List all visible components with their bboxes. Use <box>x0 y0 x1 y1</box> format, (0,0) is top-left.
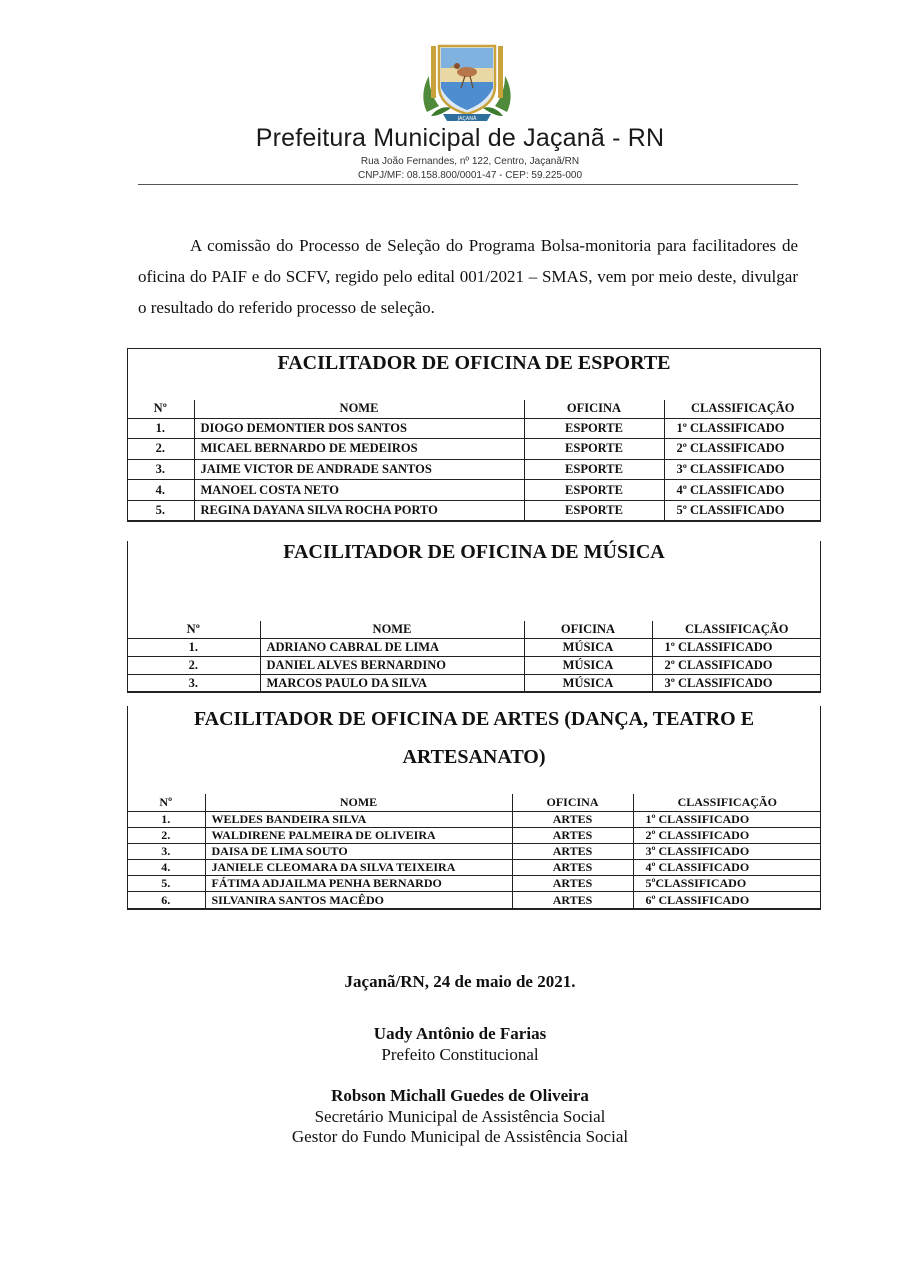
row-classification: 4º CLASSIFICADO <box>664 480 821 501</box>
header-title: Prefeitura Municipal de Jaçanã - RN <box>255 124 665 152</box>
row-number: 1. <box>127 638 260 656</box>
row-workshop: ESPORTE <box>524 418 664 439</box>
col-header-classification: CLASSIFICAÇÃO <box>652 621 821 638</box>
row-number: 1. <box>127 811 205 827</box>
results-table <box>127 794 821 909</box>
row-classification: 2º CLASSIFICADO <box>664 439 821 460</box>
signer2-role-secretary: Secretário Municipal de Assistência Social <box>314 1107 606 1126</box>
row-classification: 3º CLASSIFICADO <box>633 843 821 859</box>
row-workshop: ARTES <box>512 843 633 859</box>
table-row <box>127 843 821 859</box>
municipal-crest-logo <box>417 42 517 122</box>
row-number: 3. <box>127 674 260 692</box>
place-date: Jaçanã/RN, 24 de maio de 2021. <box>344 972 576 991</box>
section-title: FACILITADOR DE OFICINA DE MÚSICA <box>283 541 665 563</box>
results-table <box>127 621 821 693</box>
row-workshop: ARTES <box>512 876 633 892</box>
col-header-number: Nº <box>127 400 194 418</box>
row-name: DAISA DE LIMA SOUTO <box>205 843 512 859</box>
row-number: 1. <box>127 418 194 439</box>
row-number: 5. <box>127 500 194 521</box>
table-row <box>127 439 821 460</box>
row-classification: 5º CLASSIFICADO <box>664 500 821 521</box>
section-title-continuation: ARTESANATO) <box>402 746 546 768</box>
col-header-number: Nº <box>127 794 205 811</box>
row-classification: 5ºCLASSIFICADO <box>633 876 821 892</box>
table-row <box>127 811 821 827</box>
table-row <box>127 459 821 480</box>
section-musica <box>127 541 821 692</box>
col-header-classification: CLASSIFICAÇÃO <box>664 400 821 418</box>
signer1-role: Prefeito Constitucional <box>381 1045 539 1064</box>
row-name: SILVANIRA SANTOS MACÊDO <box>205 892 512 908</box>
row-workshop: ARTES <box>512 892 633 908</box>
row-workshop: ESPORTE <box>524 439 664 460</box>
col-header-name: NOME <box>205 794 512 811</box>
signer2-name: Robson Michall Guedes de Oliveira <box>331 1086 589 1105</box>
row-name: DANIEL ALVES BERNARDINO <box>260 656 524 674</box>
row-name: REGINA DAYANA SILVA ROCHA PORTO <box>194 500 524 521</box>
col-header-workshop: OFICINA <box>524 621 652 638</box>
table-row <box>127 418 821 439</box>
row-classification: 2º CLASSIFICADO <box>652 656 821 674</box>
table-row <box>127 638 821 656</box>
row-workshop: ESPORTE <box>524 480 664 501</box>
col-header-name: NOME <box>260 621 524 638</box>
crest-ribbon-text: JAÇANÃ <box>457 116 477 122</box>
row-workshop: ARTES <box>512 860 633 876</box>
row-name: MARCOS PAULO DA SILVA <box>260 674 524 692</box>
col-header-workshop: OFICINA <box>512 794 633 811</box>
col-header-name: NOME <box>194 400 524 418</box>
row-number: 6. <box>127 892 205 908</box>
section-title: FACILITADOR DE OFICINA DE ARTES (DANÇA, TEATRO E <box>193 708 755 730</box>
row-number: 4. <box>127 480 194 501</box>
row-classification: 4º CLASSIFICADO <box>633 860 821 876</box>
row-name: JAIME VICTOR DE ANDRADE SANTOS <box>194 459 524 480</box>
row-workshop: ESPORTE <box>524 500 664 521</box>
row-name: DIOGO DEMONTIER DOS SANTOS <box>194 418 524 439</box>
header-cnpj: CNPJ/MF: 08.158.800/0001-47 - CEP: 59.225-000 <box>357 170 583 181</box>
col-header-classification: CLASSIFICAÇÃO <box>633 794 821 811</box>
header-divider <box>138 184 798 185</box>
row-name: MICAEL BERNARDO DE MEDEIROS <box>194 439 524 460</box>
row-number: 4. <box>127 860 205 876</box>
row-number: 2. <box>127 439 194 460</box>
row-workshop: ARTES <box>512 811 633 827</box>
row-workshop: MÚSICA <box>524 638 652 656</box>
section-artes <box>127 706 821 910</box>
row-name: FÁTIMA ADJAILMA PENHA BERNARDO <box>205 876 512 892</box>
table-row <box>127 480 821 501</box>
col-header-number: Nº <box>127 621 260 638</box>
row-name: ADRIANO CABRAL DE LIMA <box>260 638 524 656</box>
table-row <box>127 876 821 892</box>
row-number: 5. <box>127 876 205 892</box>
results-table <box>127 400 821 521</box>
table-row <box>127 500 821 521</box>
row-classification: 2º CLASSIFICADO <box>633 827 821 843</box>
row-name: WELDES BANDEIRA SILVA <box>205 811 512 827</box>
table-row <box>127 656 821 674</box>
row-classification: 1º CLASSIFICADO <box>652 638 821 656</box>
row-name: MANOEL COSTA NETO <box>194 480 524 501</box>
signer1-name: Uady Antônio de Farias <box>373 1024 547 1043</box>
row-workshop: MÚSICA <box>524 656 652 674</box>
row-number: 2. <box>127 656 260 674</box>
table-row <box>127 674 821 692</box>
row-classification: 3º CLASSIFICADO <box>664 459 821 480</box>
header-address: Rua João Fernandes, nº 122, Centro, Jaçanã/RN <box>360 156 580 167</box>
row-classification: 1º CLASSIFICADO <box>633 811 821 827</box>
row-name: JANIELE CLEOMARA DA SILVA TEIXEIRA <box>205 860 512 876</box>
row-classification: 6º CLASSIFICADO <box>633 892 821 908</box>
row-workshop: ESPORTE <box>524 459 664 480</box>
row-workshop: MÚSICA <box>524 674 652 692</box>
row-workshop: ARTES <box>512 827 633 843</box>
table-row <box>127 827 821 843</box>
row-number: 3. <box>127 843 205 859</box>
intro-paragraph: A comissão do Processo de Seleção do Programa Bolsa-monitoria para facilitadores de oficina do PAIF e do SCFV, regido pelo edital 001/2021 – SMAS, vem por meio deste, divulgar o resultado do referido processo de seleção. <box>138 236 798 317</box>
section-title: FACILITADOR DE OFICINA DE ESPORTE <box>277 352 671 374</box>
table-row <box>127 892 821 908</box>
col-header-workshop: OFICINA <box>524 400 664 418</box>
row-number: 2. <box>127 827 205 843</box>
signer2-role-fund-manager: Gestor do Fundo Municipal de Assistência Social <box>291 1127 629 1146</box>
row-number: 3. <box>127 459 194 480</box>
row-classification: 1º CLASSIFICADO <box>664 418 821 439</box>
table-row <box>127 860 821 876</box>
row-classification: 3º CLASSIFICADO <box>652 674 821 692</box>
row-name: WALDIRENE PALMEIRA DE OLIVEIRA <box>205 827 512 843</box>
section-esporte <box>127 348 821 522</box>
